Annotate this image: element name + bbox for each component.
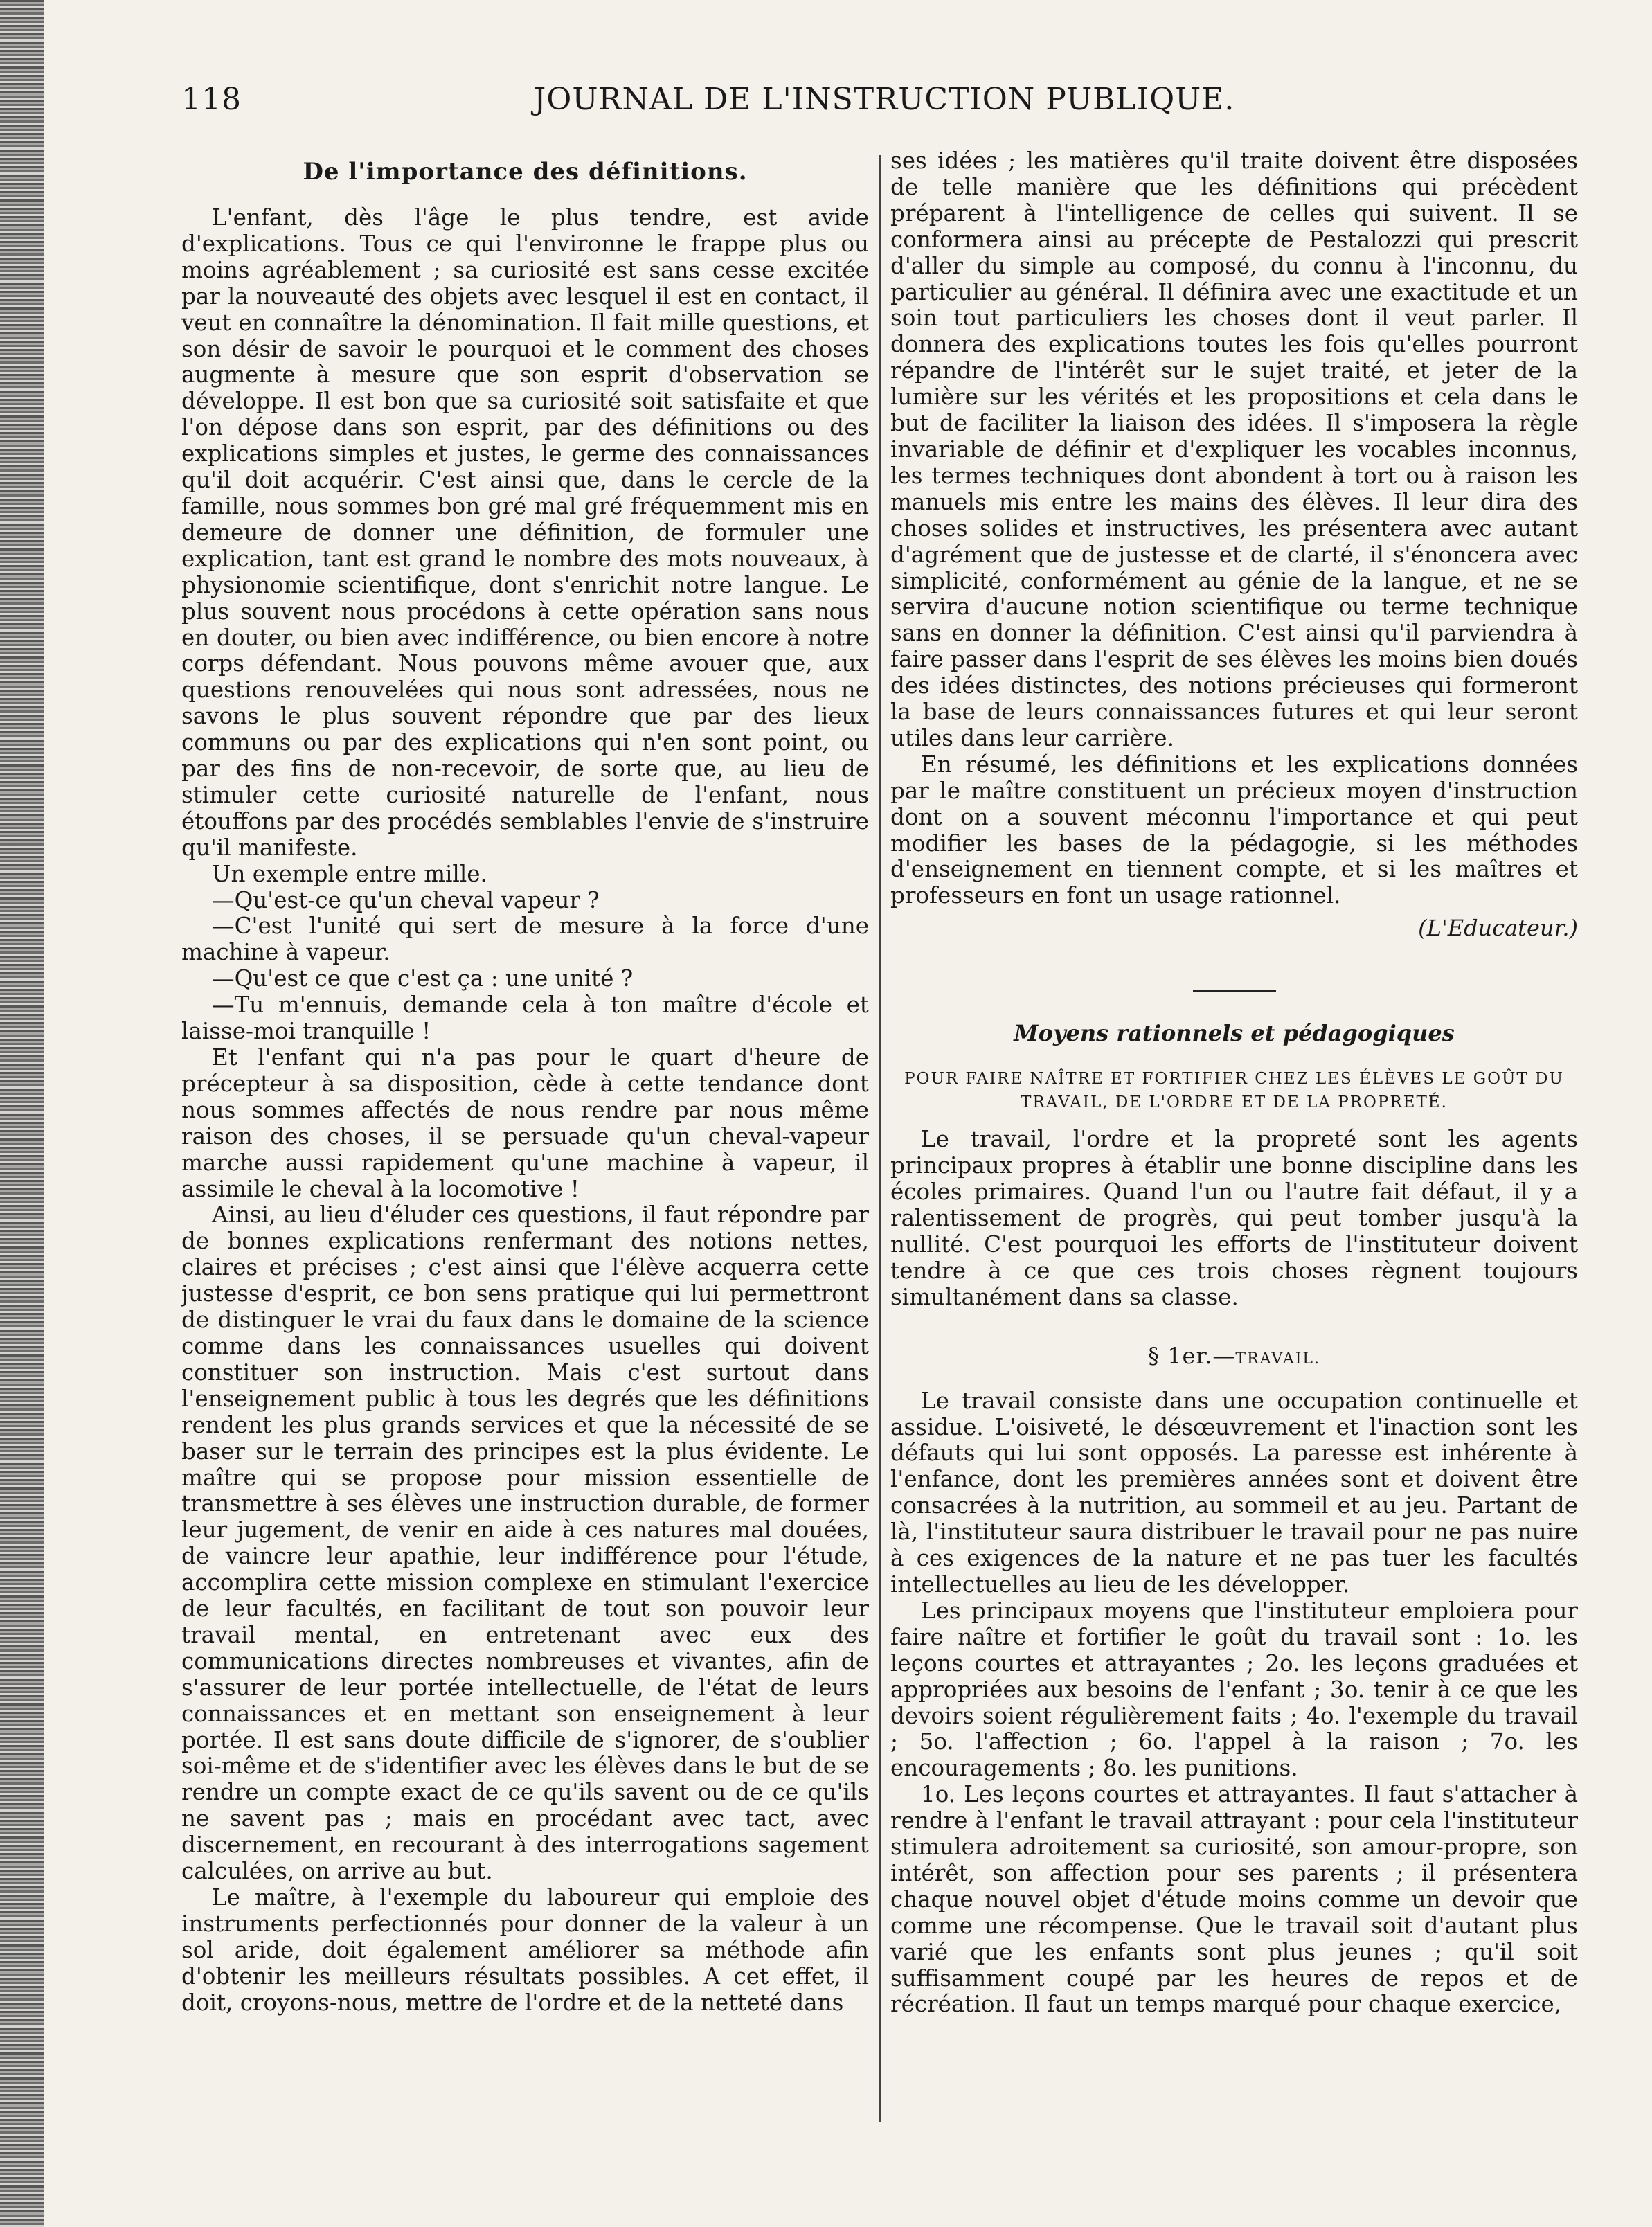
dialog-line: —Qu'est-ce qu'un cheval vapeur ? (212, 886, 600, 913)
subsection-number: § 1er.— (1147, 1342, 1236, 1369)
page-binding-edge (0, 0, 44, 2227)
paragraph: Un exemple entre mille. (212, 860, 487, 887)
article-title: De l'importance des définitions. (303, 158, 748, 186)
section-subtitle: POUR FAIRE NAÎTRE ET FORTIFIER CHEZ LES ÉLÈVES LE GOÛT DU TRAVAIL, DE L'ORDRE ET DE LA PROPRETÉ. (904, 1070, 1564, 1112)
left-column (181, 148, 879, 2195)
page-number: 118 (181, 82, 242, 117)
paragraph: L'enfant, dès l'âge le plus tendre, est avide d'explications. Tous ce qui l'environne le frappe plus ou moins agréablement ; sa curiosité est sans cesse excitée par la nouveauté des objets avec lesquel il est en contact, il veut en connaître la dénomination. Il fait mille questions, et son désir de savoir le pourquoi et le comment des choses augmente à mesure que son esprit d'observation se développe. Il est bon que sa curiosité soit satisfaite et que l'on dépose dans son esprit, par des définitions ou des explications simples et justes, le germe des connaissances qu'il doit acquérir. C'est ainsi que, dans le cercle de la famille, nous sommes bon gré mal gré fréquemment mis en demeure de donner une définition, de formuler une explication, tant est grand le nombre des mots nouveaux, à physionomie scientifique, dont s'enrichit notre langue. Le plus souvent nous procédons à cette opération sans nous en douter, ou bien avec indifférence, ou bien encore à notre corps défendant. Nous pouvons même avouer que, aux questions renouvelées qui nous sont adressées, nous ne savons le plus souvent répondre que par des lieux communs ou par des explications qui n'en sont point, ou par des fins de non-recevoir, de sorte que, au lieu de stimuler cette curiosité naturelle de l'enfant, nous étouffons par des procédés semblables l'envie de s'instruire qu'il manifeste. (181, 204, 869, 861)
paragraph: Le maître, à l'exemple du laboureur qui emploie des instruments perfectionnés pour donner de la valeur à un sol aride, doit également améliorer sa méthode afin d'obtenir les meilleurs résultats possibles. A cet effet, il doit, croyons-nous, mettre de l'ordre et de la netteté dans (181, 1884, 869, 2016)
subsection-label: TRAVAIL. (1235, 1350, 1321, 1368)
paragraph: Les principaux moyens que l'instituteur emploiera pour faire naître et fortifier le goût du travail sont : 1o. les leçons courtes et attrayantes ; 2o. les leçons graduées et appropriées aux besoins de l'enfant ; 3o. tenir à ce que les devoirs soient régulièrement faits ; 4o. l'exemple du travail ; 5o. l'affection ; 6o. l'appel à la raison ; 7o. les encouragements ; 8o. les punitions. (890, 1597, 1578, 1782)
paragraph: Le travail consiste dans une occupation continuelle et assidue. L'oisiveté, le désœuvrement et l'inaction sont les défauts qui lui sont opposés. La paresse est inhérente à l'enfance, dont les premières années sont et doivent être consacrées à la nutrition, au sommeil et au jeu. Partant de là, l'instituteur saura distribuer le travail pour ne pas nuire à ces exigences de la nature et ne pas tuer les facultés intellectuelles au lieu de les développer. (890, 1387, 1578, 1598)
paragraph: Ainsi, au lieu d'éluder ces questions, il faut répondre par de bonnes explications renfermant des notions nettes, claires et précises ; c'est ainsi que l'élève acquerra cette justesse d'esprit, ce bon sens pratique qui lui permettront de distinguer le vrai du faux dans le domaine de la science comme dans les connaissances usuelles qui doivent constituer son instruction. Mais c'est surtout dans l'enseignement public à tous les degrés que les définitions rendent les plus grands services et que la nécessité de se baser sur le terrain des principes est la plus évidente. Le maître qui se propose pour mission essentielle de transmettre à ses élèves une instruction durable, de former leur jugement, de venir en aide à ces natures mal douées, de vaincre leur apathie, leur indifférence pour l'étude, accomplira cette mission complexe en stimulant l'exercice de leur facultés, en facilitant de tout son pouvoir leur travail mental, en entretenant avec eux des communications directes nombreuses et vivantes, afin de s'assurer de leur portée intellectuelle, de l'état de leurs connaissances et en mettant son enseignement à leur portée. Il est sans doute difficile de s'ignorer, de s'oublier soi-même et de s'identifier avec les élèves dans le but de se rendre un compte exact de ce qu'ils savent ou de ce qu'ils ne savent pas ; mais en procédant avec tact, avec discernement, en recourant à des interrogations sagement calculées, on arrive au but. (181, 1201, 869, 1885)
journal-page (181, 76, 1587, 2195)
paragraph: En résumé, les définitions et les explications données par le maître constituent un précieux moyen d'instruction dont on a souvent méconnu l'importance et qui peut modifier les bases de la pédagogie, si les méthodes d'enseignement en tiennent compte, et si les maîtres et professeurs en font un usage rationnel. (890, 751, 1578, 909)
paragraph: Et l'enfant qui n'a pas pour le quart d'heure de précepteur à sa disposition, cède à cette tendance dont nous sommes affectés de nous rendre par nous même raison des choses, il se persuade qu'un cheval-vapeur marche aussi rapidement qu'une machine à vapeur, il assimile le cheval à la locomotive ! (181, 1044, 869, 1202)
dialog-line: —Qu'est ce que c'est ça : une unité ? (212, 965, 634, 992)
section-title: Moyens rationnels et pédagogiques (1014, 1020, 1455, 1047)
paragraph: Le travail, l'ordre et la propreté sont les agents principaux propres à établir une bonne discipline dans les écoles primaires. Quand l'un ou l'autre fait défaut, il y a ralentissement de progrès, qui peut tomber jusqu'à la nullité. C'est pourquoi les efforts de l'instituteur doivent tendre à ce que ces trois choses règnent toujours simultanément dans sa classe. (890, 1126, 1578, 1310)
journal-title: JOURNAL DE L'INSTRUCTION PUBLIQUE. (533, 82, 1235, 117)
paragraph: 1o. Les leçons courtes et attrayantes. Il faut s'attacher à rendre à l'enfant le travail attrayant : pour cela l'instituteur stimulera adroitement sa curiosité, son amour-propre, son intérêt, son affection pour ses parents ; il présentera chaque nouvel objet d'étude moins comme un devoir que comme une récompense. Que le travail soit d'autant plus varié que les enfants sont plus jeunes ; qu'il soit suffisamment coupé par les heures de repos et de récréation. Il faut un temps marqué pour chaque exercice, (890, 1781, 1578, 2018)
paragraph-continued: ses idées ; les matières qu'il traite doivent être disposées de telle manière que les définitions qui précèdent préparent à l'intelligence de celles qui suivent. Il se conformera ainsi au précepte de Pestalozzi qui prescrit d'aller du simple au composé, du connu à l'inconnu, du particulier au général. Il définira avec une exactitude et un soin tout particuliers les choses dont il veut parler. Il donnera des explications toutes les fois qu'elles pourront répandre de l'intérêt sur le sujet traité, et jeter de la lumière sur les vérités et les propositions et cela dans le but de faciliter la liaison des idées. Il s'imposera la règle invariable de définir et d'expliquer les vocables inconnus, les termes techniques dont abondent à tort ou à raison les manuels mis entre les mains des élèves. Il leur dira des choses solides et instructives, les présentera avec autant d'agrément que de justesse et de clarté, il s'énoncera avec simplicité, conformément au génie de la langue, et ne se servira d'aucune notion scientifique ou terme technique sans en donner la définition. C'est ainsi qu'il parviendra à faire passer dans l'esprit de ses élèves les moins bien doués des idées distinctes, des notions précieuses qui formeront la base de leurs connaissances futures et qui leur seront utiles dans leur carrière. (890, 148, 1578, 751)
dialog-line: —C'est l'unité qui sert de mesure à la force d'une machine à vapeur. (181, 913, 869, 966)
dialog-line: —Tu m'ennuis, demande cela à ton maître d'école et laisse-moi tranquille ! (181, 992, 869, 1045)
page-header (181, 76, 1587, 134)
right-column (881, 148, 1578, 2195)
article-attribution: (L'Educateur.) (1418, 915, 1578, 942)
two-column-body (181, 148, 1587, 2195)
subsection-heading (890, 1343, 1578, 1369)
section-rule (1193, 990, 1276, 992)
